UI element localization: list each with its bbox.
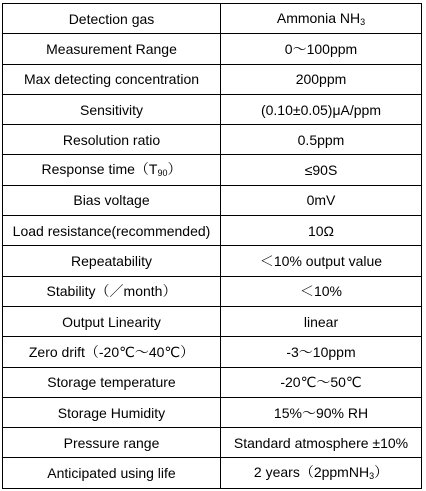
param-value-text: -20℃～50℃ [280, 374, 362, 391]
param-value-tail: ） [374, 464, 389, 481]
table-row [3, 428, 422, 458]
table-row [3, 458, 422, 488]
table-row [3, 94, 422, 124]
param-value-text: 2 years（2ppmNH [253, 464, 370, 481]
param-value-text: 0.5ppm [297, 131, 345, 148]
table-row [3, 34, 422, 64]
param-name [3, 125, 221, 155]
param-value-text: 10Ω [307, 222, 335, 239]
param-value-text: linear [303, 313, 339, 330]
table-row [3, 185, 422, 215]
param-name [3, 185, 221, 215]
table-row [3, 337, 422, 367]
param-value [221, 246, 422, 276]
param-name [3, 155, 221, 185]
param-name-text: Measurement Range [46, 40, 177, 57]
param-name-text: Response time（T [41, 161, 158, 178]
param-value-text: ＜10% [299, 283, 343, 300]
param-value [221, 458, 422, 488]
param-name [3, 276, 221, 306]
param-name [3, 458, 221, 488]
table-row [3, 367, 422, 397]
param-name-text: Load resistance(recommended) [12, 222, 211, 239]
param-name-text: Zero drift（-20℃～40℃） [28, 343, 195, 360]
param-value-text: 200ppm [295, 71, 347, 88]
param-value [221, 337, 422, 367]
param-name-tail: ） [167, 161, 182, 178]
param-value-text: Standard atmosphere ±10% [233, 434, 409, 451]
param-name [3, 306, 221, 336]
param-name-text: Sensitivity [79, 101, 144, 118]
param-name [3, 246, 221, 276]
param-name-text: Stability（／month） [46, 283, 177, 300]
subscript: 3 [369, 471, 375, 482]
table-row [3, 216, 422, 246]
param-value [221, 185, 422, 215]
param-value [221, 306, 422, 336]
param-value [221, 397, 422, 427]
table-row [3, 125, 422, 155]
param-value-text: Ammonia NH [276, 9, 361, 26]
param-name-text: Storage Humidity [57, 404, 166, 421]
param-value-text: ≤90S [304, 162, 338, 179]
table-row [3, 64, 422, 94]
table-row [3, 276, 422, 306]
param-value [221, 94, 422, 124]
param-value [221, 155, 422, 185]
param-value-text: -3～10ppm [286, 343, 356, 360]
param-name [3, 367, 221, 397]
param-name-text: Detection gas [68, 10, 155, 27]
param-value [221, 216, 422, 246]
table-row [3, 397, 422, 427]
param-name [3, 337, 221, 367]
param-name [3, 216, 221, 246]
subscript: 90 [157, 168, 168, 179]
param-name-text: Anticipated using life [47, 465, 176, 482]
param-name-text: Output Linearity [62, 313, 161, 330]
param-value [221, 125, 422, 155]
param-value-text: (0.10±0.05)μA/ppm [260, 101, 382, 118]
param-value-text: ＜10% output value [259, 253, 383, 270]
param-name [3, 428, 221, 458]
param-value [221, 276, 422, 306]
subscript: 3 [360, 16, 366, 27]
param-name-text: Max detecting concentration [23, 71, 200, 88]
table-row [3, 4, 422, 34]
param-name-text: Repeatability [71, 253, 152, 270]
param-name [3, 94, 221, 124]
param-name [3, 4, 221, 34]
param-name-text: Bias voltage [73, 192, 150, 209]
param-name [3, 397, 221, 427]
param-value-text: 0mV [306, 192, 336, 209]
param-name [3, 64, 221, 94]
param-name-text: Storage temperature [47, 374, 176, 391]
table-row [3, 246, 422, 276]
param-value [221, 367, 422, 397]
table-row [3, 306, 422, 336]
param-value-text: 0～100ppm [284, 40, 358, 57]
param-value [221, 64, 422, 94]
param-value [221, 4, 422, 34]
param-name-text: Resolution ratio [62, 131, 161, 148]
specification-table [2, 3, 422, 489]
table-row [3, 155, 422, 185]
param-value-text: 15%～90% RH [273, 404, 369, 421]
param-value [221, 428, 422, 458]
param-name-text: Pressure range [63, 434, 160, 451]
param-name [3, 34, 221, 64]
param-value [221, 34, 422, 64]
